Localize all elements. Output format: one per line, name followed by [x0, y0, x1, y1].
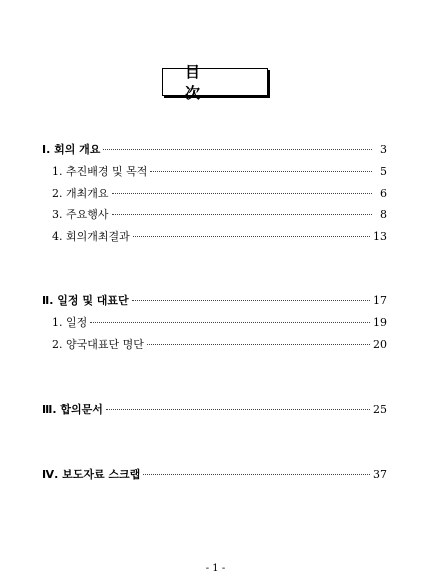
- toc-page-number: 5: [380, 165, 387, 178]
- toc-item-1-4[interactable]: [52, 230, 387, 244]
- toc-item-label: 4. 회의개최결과: [52, 230, 130, 243]
- toc-page-number: 37: [373, 468, 387, 481]
- toc-section-1[interactable]: [42, 143, 387, 157]
- toc-item-2-2[interactable]: [52, 338, 387, 352]
- toc-section-2[interactable]: [42, 294, 387, 308]
- toc-item-1-1[interactable]: [52, 165, 387, 179]
- toc-leader: [132, 300, 370, 301]
- toc-item-label: 2. 양국대표단 명단: [52, 338, 144, 351]
- toc-leader: [133, 236, 370, 237]
- toc-section-4[interactable]: [42, 468, 387, 482]
- toc-item-1-2[interactable]: [52, 187, 387, 201]
- toc-leader: [106, 409, 370, 410]
- toc-page-number: 25: [373, 403, 387, 416]
- toc-leader: [90, 322, 370, 323]
- page-footer: - 1 -: [205, 563, 226, 574]
- toc-item-label: 2. 개최개요: [52, 187, 109, 200]
- toc-leader: [112, 214, 373, 215]
- toc-section-label: Ⅰ. 회의 개요: [42, 143, 101, 156]
- toc-title: 目 次: [162, 68, 268, 96]
- toc-page-number: 6: [380, 187, 387, 200]
- toc-page-number: 3: [380, 143, 387, 156]
- toc-section-label: Ⅲ. 합의문서: [42, 403, 103, 416]
- toc-leader: [143, 474, 370, 475]
- toc-item-label: 1. 추진배경 및 목적: [52, 165, 148, 178]
- toc-section-3[interactable]: [42, 403, 387, 417]
- toc-page-number: 13: [373, 230, 387, 243]
- toc-item-2-1[interactable]: [52, 316, 387, 330]
- toc-item-label: 3. 주요행사: [52, 208, 109, 221]
- toc-leader: [103, 149, 372, 150]
- toc-leader: [112, 193, 373, 194]
- toc-item-label: 1. 일정: [52, 316, 88, 329]
- toc-leader: [147, 344, 370, 345]
- toc-page-number: 19: [373, 316, 387, 329]
- toc-item-1-3[interactable]: [52, 208, 387, 222]
- toc-section-label: Ⅱ. 일정 및 대표단: [42, 294, 129, 307]
- toc-page-number: 20: [373, 338, 387, 351]
- toc-page-number: 17: [373, 294, 387, 307]
- toc-section-label: Ⅳ. 보도자료 스크랩: [42, 468, 141, 481]
- toc-page-number: 8: [380, 208, 387, 221]
- toc-leader: [150, 171, 372, 172]
